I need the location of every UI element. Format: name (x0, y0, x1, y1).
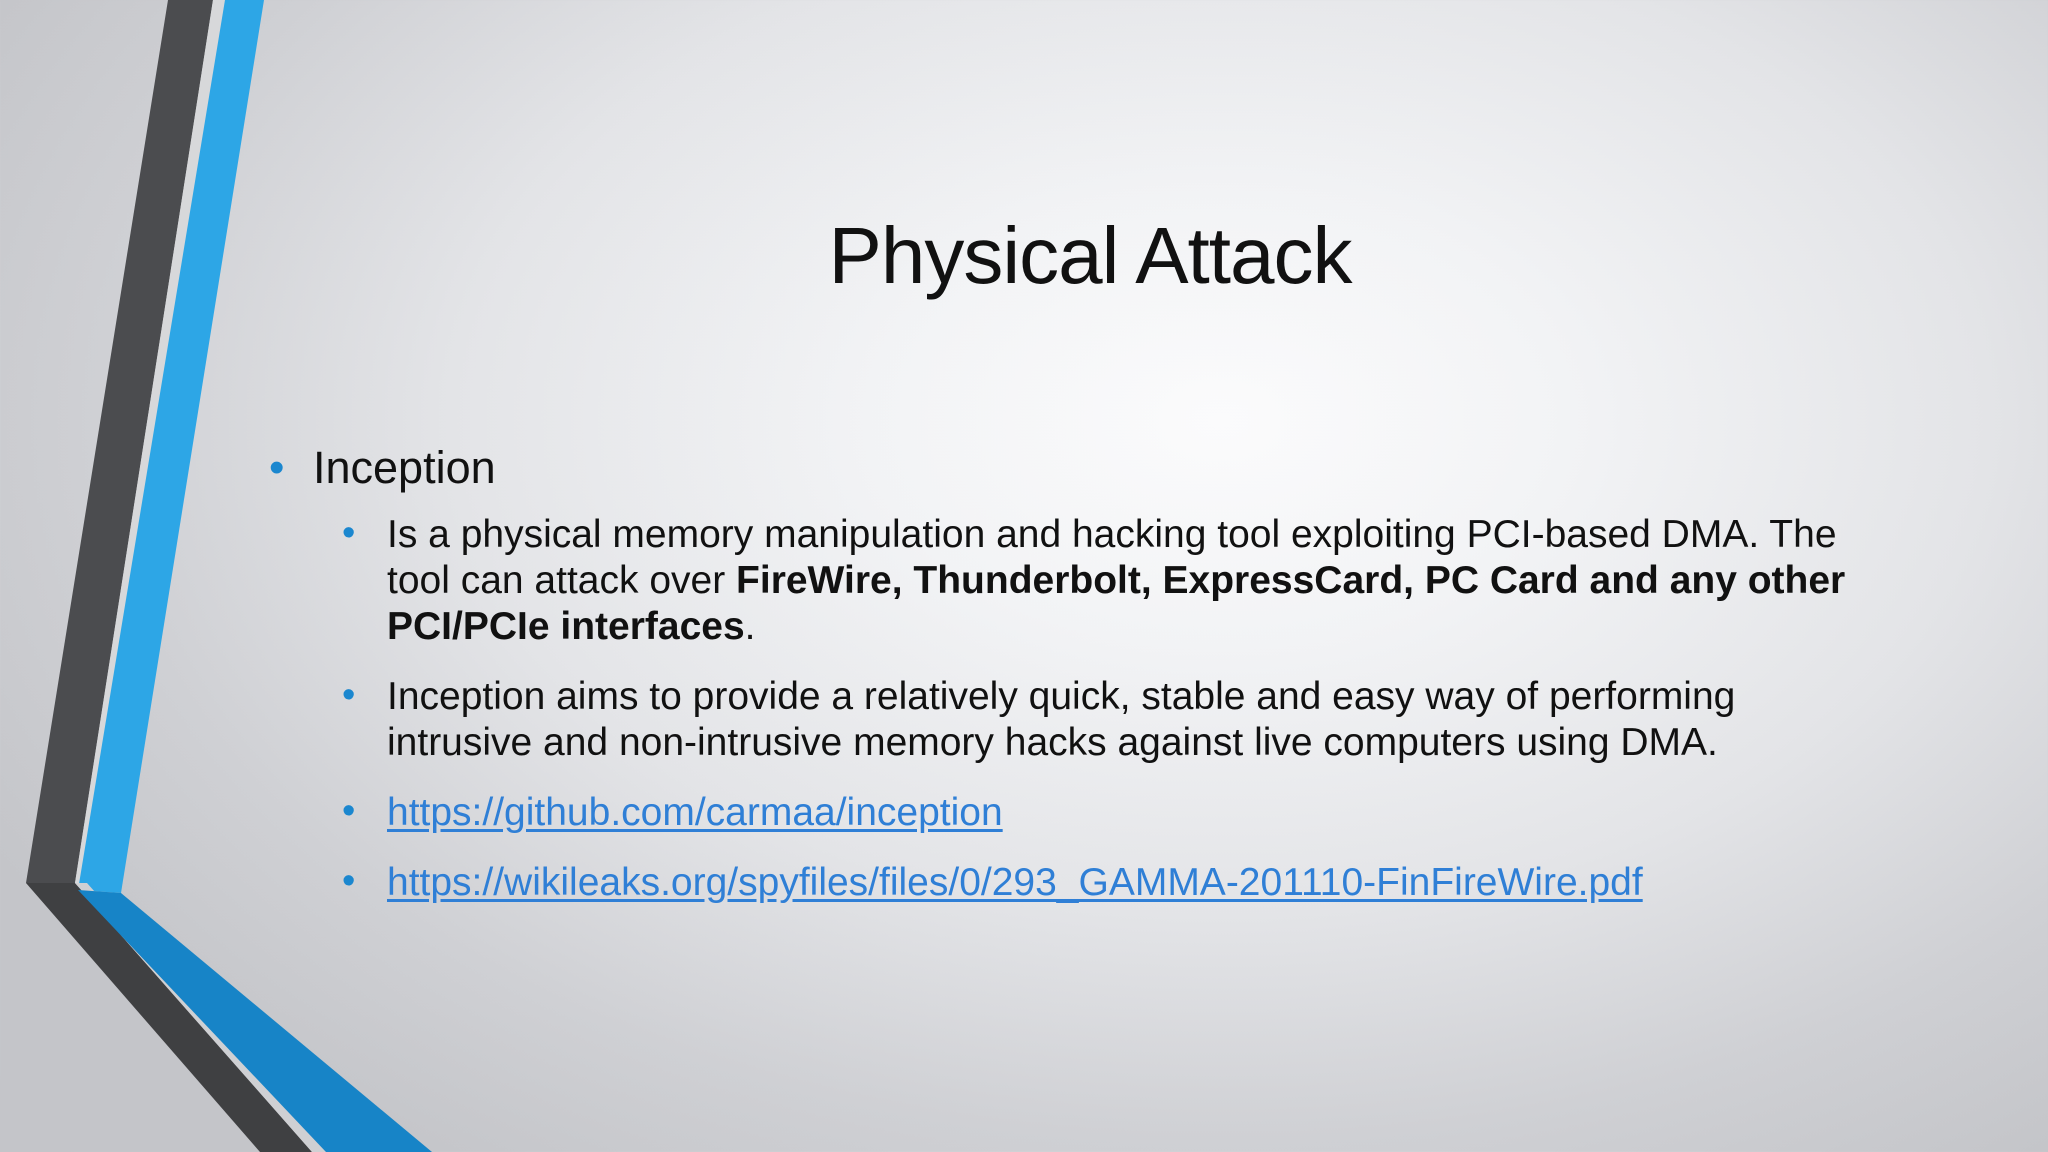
github-link[interactable]: https://github.com/carmaa/inception (387, 791, 1003, 834)
bullet-dot-icon: • (342, 512, 356, 554)
bullet-item-link-github (342, 790, 1885, 836)
bullet-dot-icon: • (269, 443, 285, 492)
bullet-dot-icon: • (342, 860, 356, 902)
item1-interfaces: FireWire, Thunderbolt, ExpressCard, PC Card and any other PCI/PCIe interfaces (387, 559, 1846, 648)
bullet-item-aims (342, 674, 1885, 766)
bullet-dot-icon: • (342, 790, 356, 832)
bullet-item-description (342, 512, 1885, 650)
slide-body (265, 438, 1885, 930)
item2-text: Inception aims to provide a relatively quick, stable and easy way of performing intrusive and non-intrusive memory hacks against live computers using DMA. (387, 675, 1736, 764)
item1-text: Is a physical memory manipulation and hacking tool exploiting PCI-based DMA. The tool can attack over (387, 513, 1837, 602)
wikileaks-link[interactable]: https://wikileaks.org/spyfiles/files/0/293_GAMMA-201110-FinFireWire.pdf (387, 861, 1643, 904)
bullet-level1 (265, 438, 1885, 498)
slide-title: Physical Attack (828, 211, 1352, 300)
bullet-inception: Inception (313, 442, 496, 493)
bullet-item-link-wikileaks (342, 860, 1885, 906)
bullet-dot-icon: • (342, 674, 356, 716)
item1-period: . (744, 605, 756, 648)
